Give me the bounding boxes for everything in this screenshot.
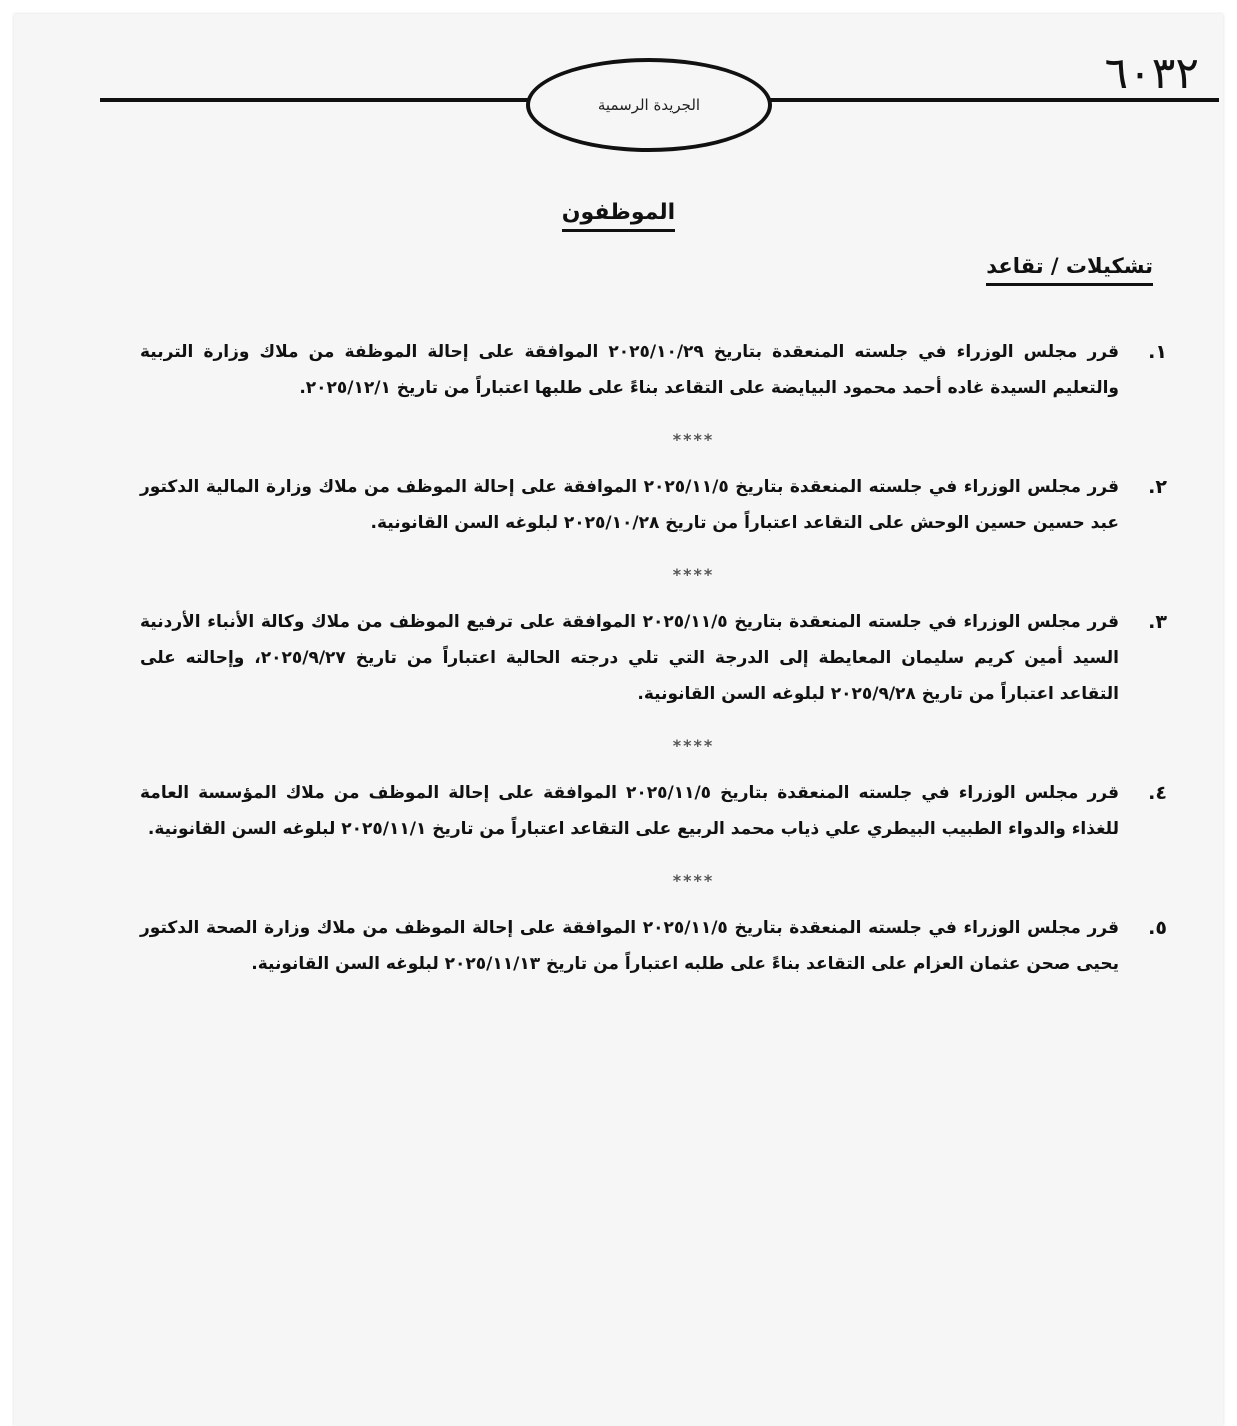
separator: **** — [672, 430, 715, 449]
decision-item — [140, 334, 1167, 406]
decision-item — [140, 910, 1167, 982]
decision-number: ٢. — [1148, 476, 1167, 498]
decisions-list — [140, 334, 1167, 982]
decision-text: قرر مجلس الوزراء في جلسته المنعقدة بتاريخ ٢٠٢٥/١١/٥ الموافقة على إحالة الموظف من ملاك المؤسسة العامة للغذاء والدواء الطبيب البيطري علي ذياب محمد الربيع على التقاعد اعتباراً من تاريخ ٢٠٢٥/١١/١ لبلوغه السن القانونية. — [140, 783, 1119, 839]
decision-text: قرر مجلس الوزراء في جلسته المنعقدة بتاريخ ٢٠٢٥/١١/٥ الموافقة على إحالة الموظف من ملاك وزارة المالية الدكتور عبد حسين حسين الوحش على التقاعد اعتباراً من تاريخ ٢٠٢٥/١٠/٢٨ لبلوغه السن القانونية. — [140, 477, 1119, 533]
separator: **** — [672, 565, 715, 584]
decision-number: ١. — [1148, 341, 1167, 363]
section-title-text: الموظفون — [562, 200, 675, 232]
sub-title — [986, 254, 1153, 278]
gazette-page — [14, 14, 1223, 1426]
separator: **** — [672, 871, 715, 890]
decision-item — [140, 469, 1167, 541]
header-oval — [526, 58, 772, 152]
decision-item — [140, 604, 1167, 712]
decision-text: قرر مجلس الوزراء في جلسته المنعقدة بتاريخ ٢٠٢٥/١١/٥ الموافقة على ترفيع الموظف من ملاك وكالة الأنباء الأردنية السيد أمين كريم سليمان المعايطة إلى الدرجة التي تلي درجته الحالية اعتباراً من تاريخ ٢٠٢٥/٩/٢٧، وإحالته على التقاعد اعتباراً من تاريخ ٢٠٢٥/٩/٢٨ لبلوغه السن القانونية. — [140, 612, 1119, 704]
section-title — [14, 200, 1223, 225]
decision-text: قرر مجلس الوزراء في جلسته المنعقدة بتاريخ ٢٠٢٥/١١/٥ الموافقة على إحالة الموظف من ملاك وزارة الصحة الدكتور يحيى صحن عثمان العزام على التقاعد بناءً على طلبه اعتباراً من تاريخ ٢٠٢٥/١١/١٣ لبلوغه السن القانونية. — [140, 918, 1119, 974]
sub-title-text: تشكيلات / تقاعد — [986, 254, 1153, 286]
gazette-name: الجريدة الرسمية — [597, 96, 701, 114]
page-number: ٦٠٣٢ — [1104, 48, 1199, 99]
decision-number: ٤. — [1148, 782, 1167, 804]
decision-number: ٥. — [1148, 917, 1167, 939]
separator: **** — [672, 736, 715, 755]
decision-text: قرر مجلس الوزراء في جلسته المنعقدة بتاريخ ٢٠٢٥/١٠/٢٩ الموافقة على إحالة الموظفة من ملاك وزارة التربية والتعليم السيدة غاده أحمد محمود البيايضة على التقاعد بناءً على طلبها اعتباراً من تاريخ ٢٠٢٥/١٢/١. — [140, 342, 1120, 398]
decision-number: ٣. — [1148, 611, 1167, 633]
decision-item — [140, 775, 1167, 847]
